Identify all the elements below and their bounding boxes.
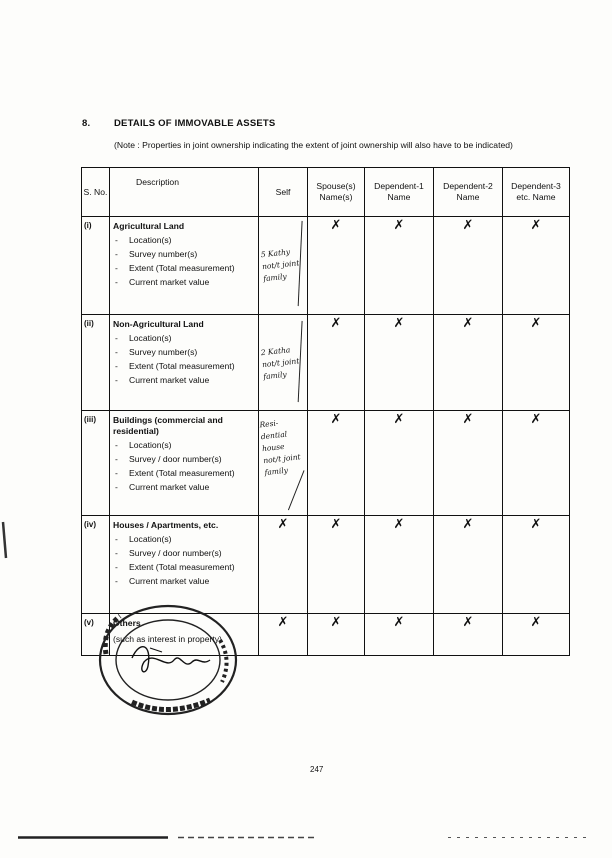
dependent-3-cell: ✗ <box>503 614 570 656</box>
scan-edge-line <box>18 836 588 839</box>
col-header-self: Self <box>259 168 308 217</box>
row-title: Non-Agricultural Land <box>113 319 204 329</box>
row-title: Others <box>113 618 141 628</box>
row-title: Buildings (commercial and residential) <box>113 415 223 436</box>
row-item: - Survey number(s) <box>113 249 254 259</box>
table-row <box>82 217 570 315</box>
spouse-cell: ✗ <box>308 217 365 315</box>
dependent-1-cell: ✗ <box>365 516 434 614</box>
col-header-description: Description <box>110 168 259 217</box>
row-item: - Extent (Total measurement) <box>113 263 254 273</box>
row-item: - Location(s) <box>113 235 254 245</box>
row-item: - Survey / door number(s) <box>113 454 254 464</box>
section-number: 8. <box>82 118 91 129</box>
spouse-cell: ✗ <box>308 411 365 516</box>
table-row <box>82 516 570 614</box>
page-number: 247 <box>310 765 324 774</box>
row-item: - Current market value <box>113 277 254 287</box>
row-item: - Extent (Total measurement) <box>113 361 254 371</box>
dependent-2-cell: ✗ <box>434 217 503 315</box>
row-title: Agricultural Land <box>113 221 185 231</box>
table-header-row <box>82 168 570 217</box>
row-description <box>110 516 259 614</box>
self-cell <box>259 217 308 315</box>
dependent-3-cell: ✗ <box>503 411 570 516</box>
dependent-2-cell: ✗ <box>434 411 503 516</box>
row-serial: (iv) <box>82 516 110 614</box>
dependent-3-cell: ✗ <box>503 315 570 411</box>
row-item: (such as interest in property) <box>113 634 222 644</box>
table-row <box>82 315 570 411</box>
row-item: - Current market value <box>113 482 254 492</box>
dependent-3-cell: ✗ <box>503 516 570 614</box>
dependent-3-cell: ✗ <box>503 217 570 315</box>
row-item: - Extent (Total measurement) <box>113 468 254 478</box>
immovable-assets-table <box>81 167 570 656</box>
row-item: - Current market value <box>113 375 254 385</box>
spouse-cell: ✗ <box>308 516 365 614</box>
self-cell: ✗ <box>259 516 308 614</box>
dependent-1-cell: ✗ <box>365 315 434 411</box>
section-title: DETAILS OF IMMOVABLE ASSETS <box>114 118 276 129</box>
col-header-spouse: Spouse(s) Name(s) <box>308 168 365 217</box>
dependent-1-cell: ✗ <box>365 614 434 656</box>
row-item: - Location(s) <box>113 440 254 450</box>
dependent-2-cell: ✗ <box>434 315 503 411</box>
official-seal <box>92 600 242 718</box>
dependent-2-cell: ✗ <box>434 614 503 656</box>
self-cell <box>259 315 308 411</box>
row-title: Houses / Apartments, etc. <box>113 520 219 530</box>
row-serial: (v) <box>82 614 110 656</box>
dependent-1-cell: ✗ <box>365 411 434 516</box>
row-item: - Location(s) <box>113 534 254 544</box>
self-cell <box>259 411 308 516</box>
dependent-2-cell: ✗ <box>434 516 503 614</box>
signature-mark <box>132 647 210 672</box>
row-item: - Extent (Total measurement) <box>113 562 254 572</box>
spouse-cell: ✗ <box>308 614 365 656</box>
row-item: - Survey / door number(s) <box>113 548 254 558</box>
section-heading <box>82 118 275 129</box>
row-serial: (i) <box>82 217 110 315</box>
col-header-dependent-1: Dependent-1 Name <box>365 168 434 217</box>
margin-scan-mark <box>0 520 12 560</box>
spouse-cell: ✗ <box>308 315 365 411</box>
handwritten-entry: 2 Katha not/t joint family <box>260 345 300 382</box>
row-serial: (ii) <box>82 315 110 411</box>
row-item: - Current market value <box>113 576 254 586</box>
self-cell: ✗ <box>259 614 308 656</box>
row-serial: (iii) <box>82 411 110 516</box>
col-header-dependent-2: Dependent-2 Name <box>434 168 503 217</box>
dependent-1-cell: ✗ <box>365 217 434 315</box>
table-row <box>82 411 570 516</box>
section-note: (Note : Properties in joint ownership indicating the extent of joint ownership will also have to be indicated) <box>114 140 513 150</box>
col-header-sno: S. No. <box>82 168 110 217</box>
row-description <box>110 217 259 315</box>
handwritten-entry: Resi- dential house not/t joint family <box>259 418 301 478</box>
row-description <box>110 315 259 411</box>
col-header-dependent-3: Dependent-3 etc. Name <box>503 168 570 217</box>
row-item: - Survey number(s) <box>113 347 254 357</box>
row-description <box>110 411 259 516</box>
handwritten-entry: 5 Kathy not/t joint family <box>260 247 300 284</box>
row-item: - Location(s) <box>113 333 254 343</box>
